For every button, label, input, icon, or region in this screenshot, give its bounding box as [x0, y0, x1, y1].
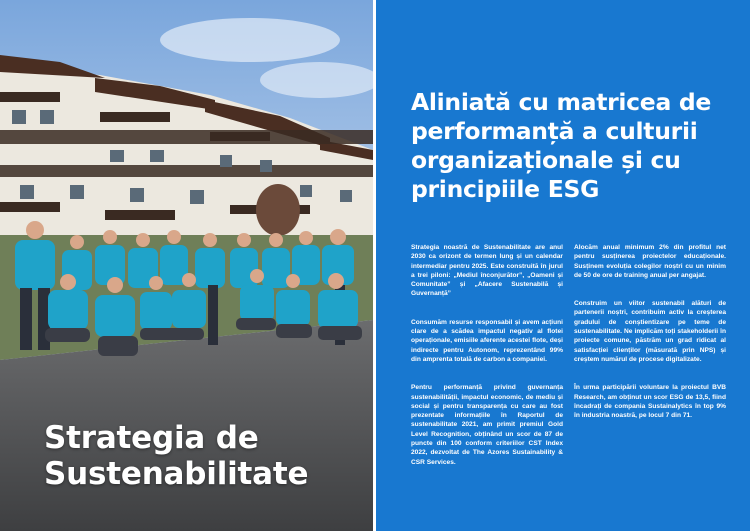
paragraph-resources: Consumăm resurse responsabil și avem acțiuni clare de a scădea impactul negativ al flotei operaționale, emisiile aferente acestei flote, deși indirecte pentru Autonom, reprezentând 99% din amprenta totală de carbon a companiei.: [411, 318, 563, 363]
text-column-left: [411, 243, 563, 486]
headline-line-4: principiile ESG: [411, 175, 600, 203]
paragraph-education: Alocăm anual minimum 2% din profitul net pentru susținerea proiectelor educaționale. Susținem evoluția colegilor noștri cu un minim de 50 de ore de training anual per angajat.: [574, 244, 726, 279]
headline-line-1: Aliniată cu matricea de: [411, 88, 712, 116]
team-photo: [0, 0, 373, 531]
headline: [411, 88, 731, 204]
photo-title-line-1: Strategia de: [44, 420, 259, 456]
paragraph-partners: Construim un viitor sustenabil alături de partenerii noștri, contribuim activ la creșterea gradului de conștientizare pe teme de sustenabilitate. Ne implicăm toți stakeholderii în proiecte comune, păstrăm un grad ridicat al satisfacției clienților (măsurată prin NPS) și creștem numărul de procese digitalizate.: [574, 300, 726, 363]
headline-line-3: organizaționale și cu: [411, 146, 681, 174]
paragraph-governance-award: Pentru performanță privind guvernanța sustenabilității, impactul economic, de mediu și social și pentru transparența cu care au fost prezentate informațiile în Raportul de sustenabilitate 2021, am primit premiul Gold Level Recognition, obținând un scor de 87 de puncte din 100 conform criteriilor CST Index 2022, dezvoltat de The Azores Sustainability & CSR Services.: [411, 384, 563, 466]
photo-title: [44, 420, 308, 492]
paragraph-strategy: Strategia noastră de Sustenabilitate are anul 2030 ca orizont de termen lung și un calendar intermediar pentru 2025. Este construită în jurul a trei piloni: „Mediul înconjurător”, „Oameni și Comunitate” și „Afacere Sustenabilă și Guvernanță”: [411, 244, 563, 298]
content-panel: [376, 0, 750, 531]
text-column-right: [574, 243, 726, 439]
headline-line-2: performanță a culturii: [411, 117, 698, 145]
photo-title-line-2: Sustenabilitate: [44, 456, 309, 492]
paragraph-esg-score: În urma participării voluntare la proiectul BVB Research, am obținut un scor ESG de 13,5, fiind încadrați de compania Sustainalytics în top 9% în industria noastră, pe locul 7 din 71.: [574, 384, 726, 420]
